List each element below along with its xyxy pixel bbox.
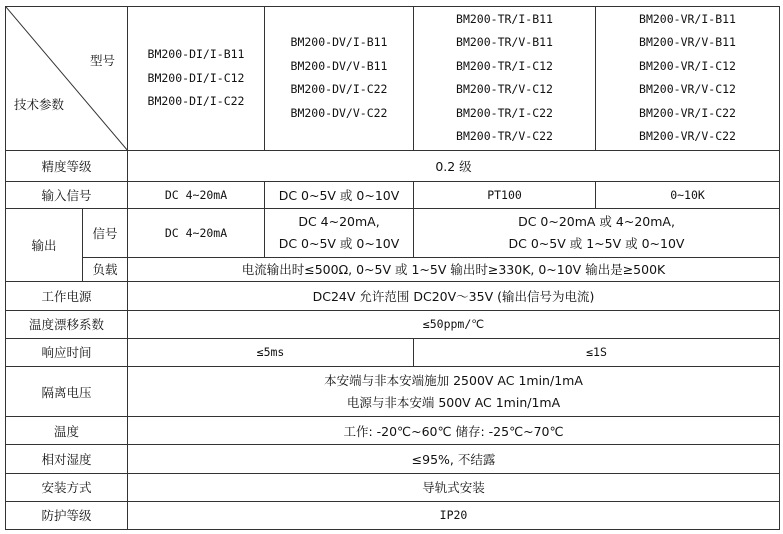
model-list-dv (265, 7, 414, 151)
drift-row (6, 310, 780, 338)
model-name: BM200-DV/V-C22 (290, 105, 388, 120)
spec-table (5, 6, 780, 530)
output-load-row (6, 258, 780, 281)
output-signal-line: DC 0~5V 或 1~5V 或 0~10V (508, 236, 685, 252)
model-name: BM200-DV/I-B11 (290, 35, 388, 50)
model-header-row (6, 7, 780, 151)
model-name: BM200-VR/V-C12 (639, 82, 736, 97)
tech-params-corner-label: 技术参数 (14, 97, 65, 112)
output-signal-dv (265, 209, 414, 258)
temperature-value: 工作: -20℃~60℃ 储存: -25℃~70℃ (128, 417, 780, 445)
accuracy-row (6, 150, 780, 181)
model-name: BM200-VR/I-C22 (639, 105, 736, 120)
protection-value: IP20 (128, 501, 780, 529)
humidity-row (6, 445, 780, 473)
response-value-slow: ≤1S (414, 338, 780, 366)
input-value-vr: 0~10K (596, 181, 780, 208)
humidity-value: ≤95%, 不结露 (128, 445, 780, 473)
output-signal-line: DC 0~5V 或 0~10V (278, 236, 400, 252)
output-label: 输出 (6, 209, 83, 281)
output-load-label: 负载 (83, 258, 128, 281)
output-load-value: 电流输出时≤500Ω, 0~5V 或 1~5V 输出时≥330K, 0~10V 输出是≥500K (128, 258, 780, 281)
isolation-line: 电源与非本安端 500V AC 1min/1mA (346, 394, 561, 410)
accuracy-value: 0.2 级 (128, 150, 780, 181)
mounting-value: 导轨式安装 (128, 473, 780, 501)
mounting-label: 安装方式 (6, 473, 128, 501)
model-list-tr (414, 7, 596, 151)
isolation-label: 隔离电压 (6, 367, 128, 417)
model-name: BM200-TR/V-C22 (456, 129, 553, 144)
temperature-label: 温度 (6, 417, 128, 445)
input-value-tr: PT100 (414, 181, 596, 208)
input-row (6, 181, 780, 208)
power-value: DC24V 允许范围 DC20V～35V (输出信号为电流) (128, 281, 780, 310)
model-name: BM200-TR/I-C12 (456, 58, 553, 73)
humidity-label: 相对湿度 (6, 445, 128, 473)
response-value-fast: ≤5ms (128, 338, 414, 366)
isolation-line: 本安端与非本安端施加 2500V AC 1min/1mA (324, 372, 583, 388)
input-value-di: DC 4~20mA (128, 181, 265, 208)
temperature-row (6, 417, 780, 445)
model-name: BM200-DI/I-C22 (147, 94, 245, 109)
model-name: BM200-VR/V-C22 (639, 129, 736, 144)
mounting-row (6, 473, 780, 501)
power-row (6, 281, 780, 310)
model-name: BM200-TR/V-B11 (456, 35, 553, 50)
output-signal-line: DC 4~20mA, (298, 214, 380, 230)
isolation-value (128, 367, 780, 417)
input-value-dv: DC 0~5V 或 0~10V (265, 181, 414, 208)
output-signal-tr-vr (414, 209, 780, 258)
model-list-di (128, 7, 265, 151)
output-signal-row (6, 209, 780, 258)
protection-label: 防护等级 (6, 501, 128, 529)
response-row (6, 338, 780, 366)
model-name: BM200-TR/V-C12 (456, 82, 553, 97)
diagonal-line (6, 7, 127, 150)
model-name: BM200-VR/V-B11 (639, 35, 736, 50)
model-name: BM200-DI/I-B11 (147, 47, 245, 62)
protection-row (6, 501, 780, 529)
diagonal-header-cell (6, 7, 128, 151)
model-name: BM200-DI/I-C12 (147, 70, 245, 85)
model-name: BM200-TR/I-B11 (456, 11, 553, 26)
isolation-row (6, 367, 780, 417)
model-name: BM200-DV/V-B11 (290, 58, 388, 73)
power-label: 工作电源 (6, 281, 128, 310)
drift-value: ≤50ppm/℃ (128, 310, 780, 338)
output-signal-line: DC 0~20mA 或 4~20mA, (518, 214, 675, 230)
input-label: 输入信号 (6, 181, 128, 208)
output-signal-label: 信号 (83, 209, 128, 258)
drift-label: 温度漂移系数 (6, 310, 128, 338)
model-name: BM200-VR/I-C12 (639, 58, 736, 73)
model-name: BM200-TR/I-C22 (456, 105, 553, 120)
model-list-vr (596, 7, 780, 151)
output-signal-di: DC 4~20mA (128, 209, 265, 258)
model-name: BM200-VR/I-B11 (639, 11, 736, 26)
model-name: BM200-DV/I-C22 (290, 82, 388, 97)
response-label: 响应时间 (6, 338, 128, 366)
accuracy-label: 精度等级 (6, 150, 128, 181)
model-corner-label: 型号 (89, 53, 115, 68)
